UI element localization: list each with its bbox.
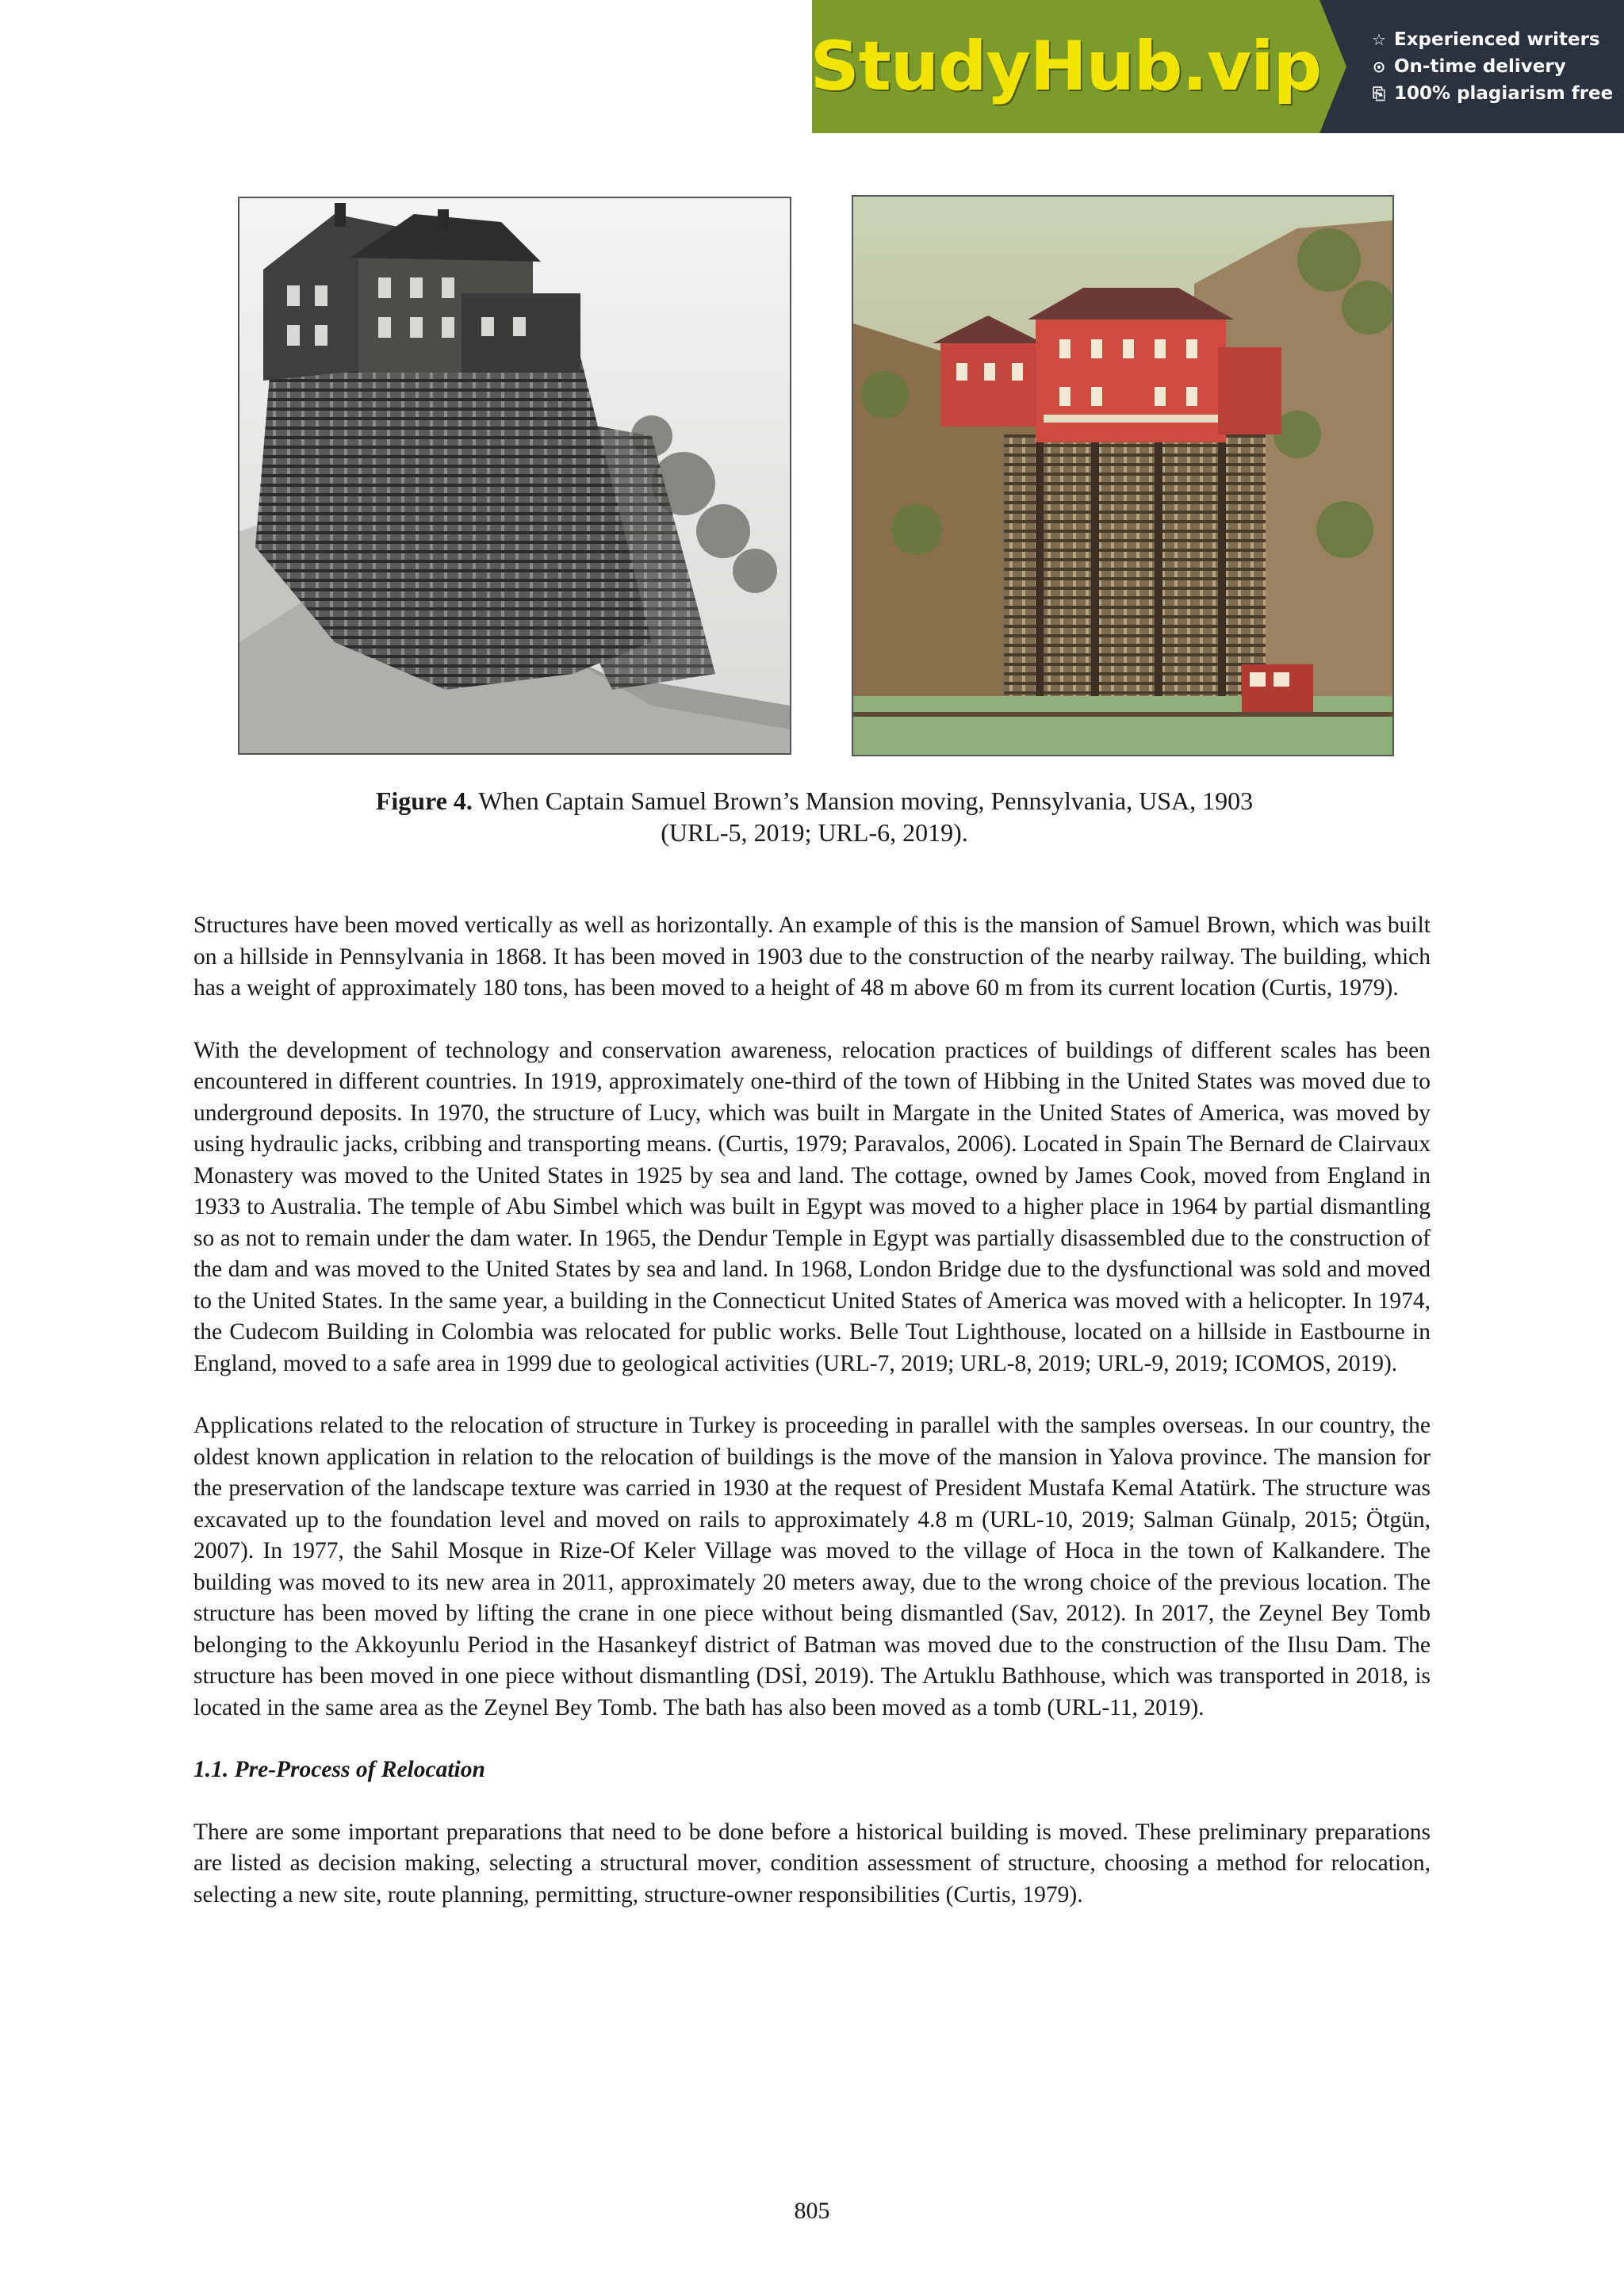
document-check-icon: ⎘	[1373, 84, 1385, 103]
star-icon: ☆	[1372, 30, 1386, 49]
feature-text: Experienced writers	[1394, 29, 1600, 50]
section-heading: 1.1. Pre-Process of Relocation	[193, 1757, 485, 1782]
mansion-photo-color	[852, 195, 1394, 756]
feature-text: On-time delivery	[1394, 56, 1566, 77]
ad-banner[interactable]	[812, 0, 1624, 133]
banner-arrow-shape	[1320, 0, 1346, 133]
figure-caption	[238, 785, 1391, 848]
clock-icon: ⊙	[1372, 57, 1386, 76]
figure-label: Figure 4.	[375, 786, 473, 815]
mansion-photo-bw	[238, 197, 791, 755]
feature-item	[1370, 83, 1624, 104]
paragraph: Applications related to the relocation of structure in Turkey is proceeding in parallel with the samples overseas. In our country, the oldest known application in relation to the relocation of buildings is the move of the mansion in Yalova province. The mansion for the preservation of the landscape texture was carried in 1930 at the request of President Mustafa Kemal Atatürk. The structure was excavated up to the foundation level and moved on rails to approximately 4.8 m (URL-10, 2019; Salman Günalp, 2015; Ötgün, 2007). In 1977, the Sahil Mosque in Rize-Of Keler Village was moved to the village of Hoca in the town of Kalkandere. The building was moved to its new area in 2011, approximately 20 meters away, due to the wrong choice of the previous location. The structure has been moved by lifting the crane in one piece without being dismantled (Sav, 2012). In 2017, the Zeynel Bey Tomb belonging to the Akkoyunlu Period in the Hasankeyf district of Batman was moved due to the construction of the Ilısu Dam. The structure has been moved in one piece without dismantling (DSİ, 2019). The Artuklu Bathhouse, which was transported in 2018, is located in the same area as the Zeynel Bey Tomb. The bath has also been moved as a tomb (URL-11, 2019).	[193, 1413, 1431, 1720]
page-number: 805	[794, 2198, 830, 2224]
article-body	[193, 910, 1431, 1942]
paragraph: There are some important preparations that need to be done before a historical building is moved. These preliminary preparations are listed as decision making, selecting a structural mover, condition assessment of structure, choosing a method for relocation, selecting a new site, route planning, permitting, structure-owner responsibilities (Curtis, 1979).	[193, 1819, 1431, 1908]
feature-item	[1370, 56, 1624, 77]
paragraph: With the development of technology and conservation awareness, relocation practices of buildings of different scales has been encountered in different countries. In 1919, approximately one-third of the town of Hibbing in the United States was moved due to underground deposits. In 1970, the structure of Lucy, which was built in Margate in the United States of America, was moved by using hydraulic jacks, cribbing and transporting means. (Curtis, 1979; Paravalos, 2006). Located in Spain The Bernard de Clairvaux Monastery was moved to the United States in 1925 by sea and land. The cottage, owned by James Cook, moved from England in 1933 to Australia. The temple of Abu Simbel which was built in Egypt was moved to a higher place in 1964 by partial dismantling so as not to remain under the dam water. In 1965, the Dendur Temple in Egypt was partially disassembled due to the construction of the dam and was moved to the United States by sea and land. In 1968, London Bridge due to the dysfunctional was sold and moved to the United States. In the same year, a building in the Connecticut United States of America was moved with a helicopter. In 1974, the Cudecom Building in Colombia was relocated for public works. Belle Tout Lighthouse, located on a hillside in Eastbourne in England, moved to a safe area in 1999 due to geological activities (URL-7, 2019; URL-8, 2019; URL-9, 2019; ICOMOS, 2019).	[193, 1037, 1431, 1376]
studyhub-logo[interactable]: StudyHub.vip	[810, 27, 1322, 106]
caption-text-line1: When Captain Samuel Brown’s Mansion moving, Pennsylvania, USA, 1903	[472, 786, 1254, 815]
paragraph: Structures have been moved vertically as well as horizontally. An example of this is the mansion of Samuel Brown, which was built on a hillside in Pennsylvania in 1868. It has been moved in 1903 due to the construction of the nearby railway. The building, which has a weight of approximately 180 tons, has been moved to a height of 48 m above 60 m from its current location (Curtis, 1979).	[193, 913, 1431, 1001]
feature-item	[1370, 29, 1624, 50]
feature-text: 100% plagiarism free	[1394, 83, 1614, 104]
caption-text-line2: (URL-5, 2019; URL-6, 2019).	[661, 818, 968, 847]
banner-features	[1320, 0, 1624, 133]
banner-logo-panel[interactable]	[812, 0, 1320, 133]
